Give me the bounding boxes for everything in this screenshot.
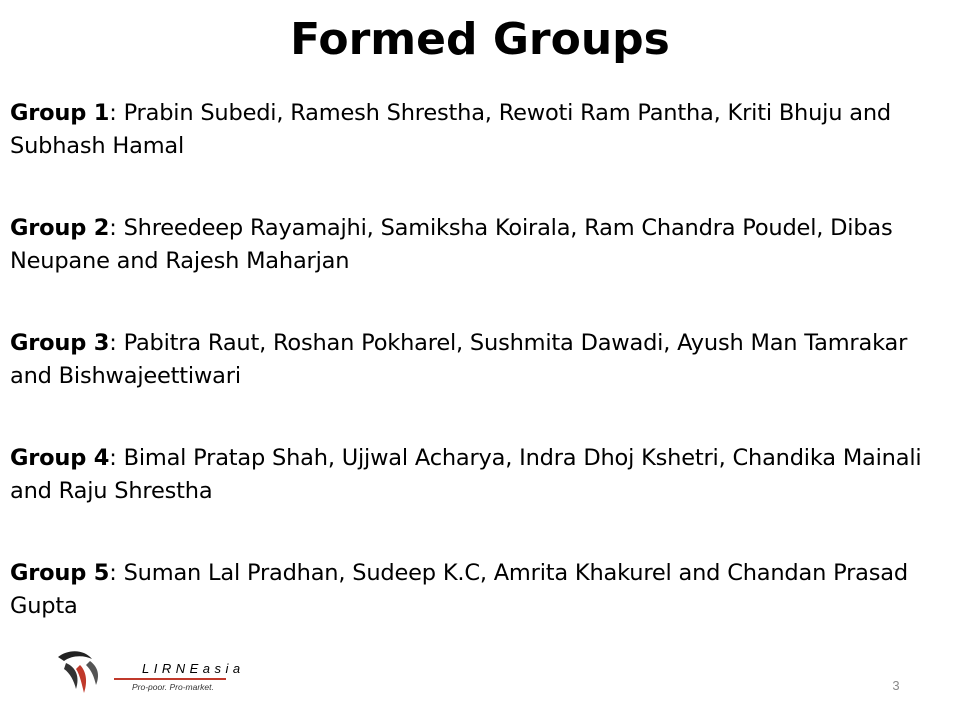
group-item (10, 97, 955, 163)
group-label: Group 5 (10, 560, 110, 586)
group-members: : Shreedeep Rayamajhi, Samiksha Koirala, Ram Chandra Poudel, Dibas Neupane and Rajesh Maharjan (10, 215, 893, 274)
group-label: Group 1 (10, 100, 110, 126)
group-label: Group 3 (10, 330, 110, 356)
group-members: : Pabitra Raut, Roshan Pokharel, Sushmita Dawadi, Ayush Man Tamrakar and Bishwajeettiwari (10, 330, 908, 389)
group-item (10, 212, 955, 278)
lirneasia-logo (54, 645, 245, 700)
logo-underline (114, 678, 226, 680)
group-members: : Bimal Pratap Shah, Ujjwal Acharya, Indra Dhoj Kshetri, Chandika Mainali and Raju Shrestha (10, 445, 922, 504)
group-label: Group 2 (10, 215, 110, 241)
logo-swirl-icon (54, 645, 114, 700)
group-item (10, 327, 955, 393)
page-title: Formed Groups (290, 14, 670, 65)
group-list (10, 97, 955, 672)
group-item (10, 557, 955, 623)
logo-tagline: Pro-poor. Pro-market. (132, 682, 214, 692)
group-item (10, 442, 955, 508)
group-label: Group 4 (10, 445, 110, 471)
page-number: 3 (892, 678, 900, 693)
group-members: : Prabin Subedi, Ramesh Shrestha, Rewoti Ram Pantha, Kriti Bhuju and Subhash Hamal (10, 100, 891, 159)
group-members: : Suman Lal Pradhan, Sudeep K.C, Amrita Khakurel and Chandan Prasad Gupta (10, 560, 908, 619)
logo-text: LIRNEasia (142, 661, 245, 676)
